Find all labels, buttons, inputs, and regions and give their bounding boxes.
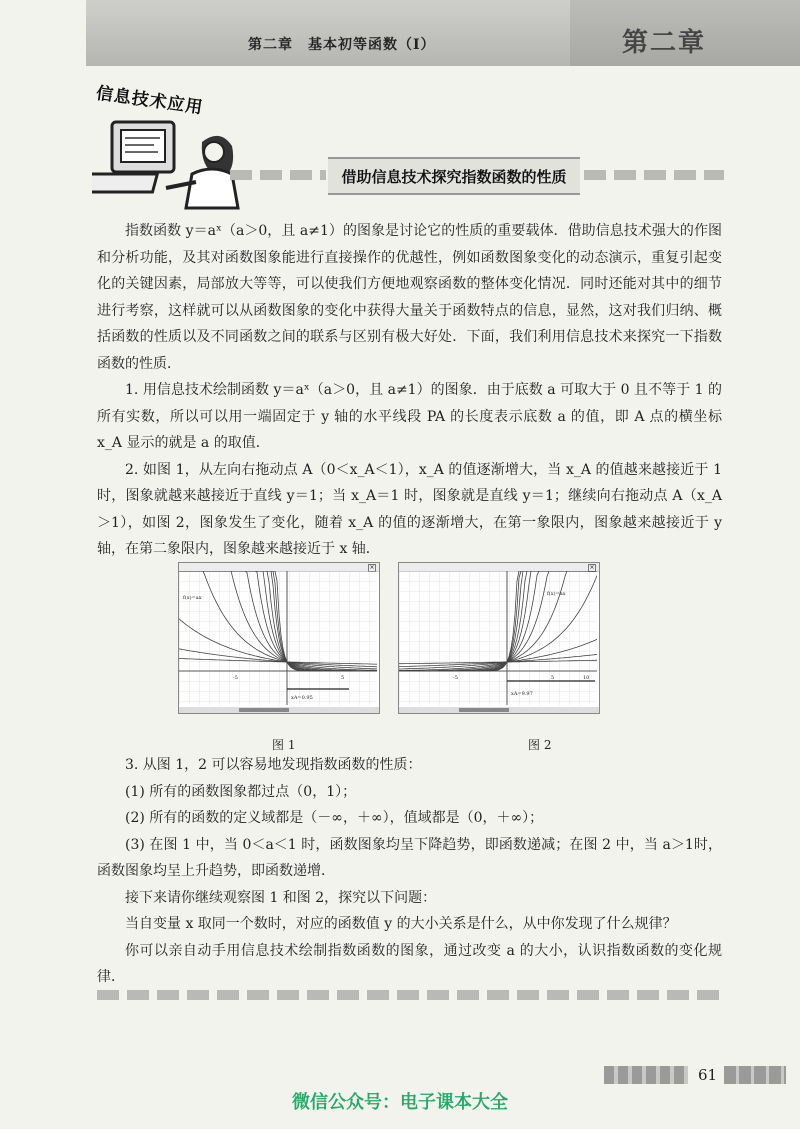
figure-2-caption: 图 2 [528, 738, 552, 752]
section-rule-left [230, 170, 326, 180]
property-2: (2) 所有的函数的定义域都是（－∞，＋∞），值域都是（0，＋∞）； [125, 810, 544, 826]
watermark: 微信公众号：电子课本大全 [292, 1092, 508, 1113]
properties-block [97, 752, 722, 991]
question-2: 你可以亲自动手用信息技术绘制指数函数的图象，通过改变 a 的大小，认识指数函数的变化规律． [97, 942, 722, 985]
figure-1-label: f(x)=ax [183, 595, 202, 601]
figure-1-window [178, 562, 380, 714]
page-number: 61 [698, 1066, 718, 1084]
logo-title: 信息技术应用 [94, 83, 205, 119]
figure-2-plot [399, 571, 597, 705]
figure-1-caption: 图 1 [272, 738, 296, 752]
figure-2-window [398, 562, 600, 714]
body-text [97, 218, 722, 563]
page-number-bar-right [724, 1066, 786, 1084]
paragraph-step-1: 1. 用信息技术绘制函数 y＝aˣ（a＞0，且 a≠1）的图象．由于底数 a 可取大于 0 且不等于 1 的所有实数，所以可以用一端固定于 y 轴的水平线段 PA 的长度表示底数 a 的值，即 A 点的横坐标 x_A 显示的就是 a 的取值． [97, 382, 722, 451]
figure-scrollbar [399, 707, 599, 713]
close-icon: × [369, 564, 375, 571]
paragraph-step-2: 2. 如图 1，从左向右拖动点 A（0＜x_A＜1），x_A 的值逐渐增大，当 x_A 的值越来越接近于 1 时，图象就越来越接近于直线 y＝1；当 x_A＝1 时，图象就是直线 y＝1；继续向右拖动点 A（x_A＞1），如图 2，图象发生了变化，随着 x_A 的值的逐渐增大，在第一象限内，图象越来越接近于 y 轴，在第二象限内，图象越来越接近于 x 轴． [97, 461, 722, 557]
running-title: 第二章 基本初等函数（Ⅰ） [248, 37, 436, 53]
figure-1-tick-pos: 5 [341, 675, 345, 681]
figure-2-tick-far: 10 [583, 675, 590, 681]
figure-2-readout: xA=9.97 [511, 691, 533, 697]
figure-1-readout: xA=0.95 [291, 695, 313, 701]
chapter-tag: 第二章 [622, 28, 707, 58]
paragraph-intro: 指数函数 y＝aˣ（a＞0，且 a≠1）的图象是讨论它的性质的重要载体．借助信息技术强大的作图和分析功能，及其对函数图象能进行直接操作的优越性，例如函数图象变化的动态演示，重复引起变化的关键因素，局部放大等等，可以使我们方便地观察函数的整体变化情况．同时还能对其中的细节进行考察，这样就可以从函数图象的变化中获得大量关于函数特点的信息，显然，这对我们归纳、概括函数的性质以及不同函数之间的联系与区别有极大好处．下面，我们利用信息技术来探究一下指数函数的性质． [97, 223, 722, 372]
figure-2-tick-pos: 5 [551, 675, 555, 681]
property-3: (3) 在图 1 中，当 0＜a＜1 时，函数图象均呈下降趋势，即函数递减；在图 2 中，当 a＞1时，函数图象均呈上升趋势，即函数递增． [97, 836, 722, 879]
property-1: (1) 所有的函数图象都过点（0，1）； [125, 783, 357, 800]
figure-1-plot [179, 571, 377, 705]
close-icon: × [589, 564, 595, 571]
section-title: 借助信息技术探究指数函数的性质 [328, 157, 580, 195]
page-number-bar-left [604, 1066, 688, 1084]
bottom-rule [97, 990, 722, 1000]
figure-scrollbar [179, 707, 379, 713]
questions-intro: 接下来请你继续观察图 1 和图 2，探究以下问题： [125, 889, 437, 906]
figure-2-label: f(x)=ax [547, 591, 566, 597]
properties-intro: 3. 从图 1，2 可以容易地发现指数函数的性质： [125, 757, 422, 773]
question-1: 当自变量 x 取同一个数时，对应的函数值 y 的大小关系是什么，从中你发现了什么规律？ [125, 916, 677, 932]
figure-1-tick-neg: -5 [233, 675, 238, 681]
figure-2-tick-neg: -5 [453, 675, 458, 681]
section-rule-right [584, 170, 724, 180]
